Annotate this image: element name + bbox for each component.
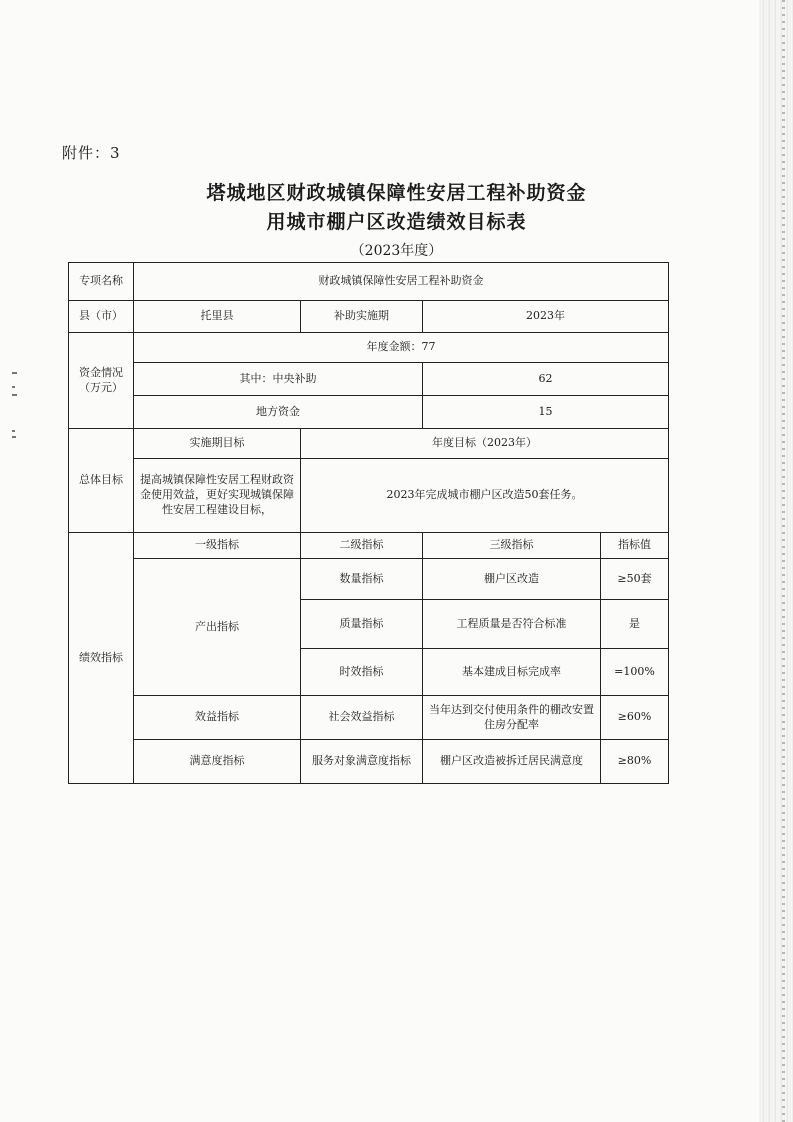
central-funds-label: 其中：中央补助 [134,363,423,396]
performance-indicator-label: 绩效指标 [69,533,134,784]
satisfaction-level1: 满意度指标 [134,740,301,784]
indicator-value: ≥50套 [601,559,669,600]
header-level1: 一级指标 [134,533,301,559]
county-row [69,301,669,333]
benefit-value: ≥60% [601,696,669,740]
indicator-value: =100% [601,649,669,696]
central-funds-row [69,363,669,396]
period-goal-label: 实施期目标 [134,429,301,459]
indicator-level3: 基本建成目标完成率 [423,649,601,696]
satisfaction-level3: 棚户区改造被拆迁居民满意度 [423,740,601,784]
indicator-level3: 工程质量是否符合标准 [423,600,601,649]
document-title-line-2: 用城市棚户区改造绩效目标表 [266,211,527,233]
benefit-level3: 当年达到交付使用条件的棚改安置住房分配率 [423,696,601,740]
document-title-line-1: 塔城地区财政城镇保障性安居工程补助资金 [206,182,587,204]
benefit-level1: 效益指标 [134,696,301,740]
header-level2: 二级指标 [301,533,423,559]
scan-edge-perforation [782,0,785,1122]
annual-amount-row [69,333,669,363]
performance-target-table [68,262,669,784]
satisfaction-value: ≥80% [601,740,669,784]
attachment-label: 附件：3 [62,144,121,162]
output-indicator-label: 产出指标 [134,559,301,696]
scan-edge-noise [759,0,793,1122]
header-value: 指标值 [601,533,669,559]
satisfaction-indicator-row [69,740,669,784]
indicator-level2: 质量指标 [301,600,423,649]
benefit-level2: 社会效益指标 [301,696,423,740]
year-label: （2023年度） [350,243,443,259]
indicator-value: 是 [601,600,669,649]
satisfaction-level2: 服务对象满意度指标 [301,740,423,784]
annual-amount: 年度金额：77 [134,333,669,363]
period-label: 补助实施期 [301,301,423,333]
local-funds-value: 15 [423,396,669,429]
benefit-indicator-row [69,696,669,740]
project-name-value: 财政城镇保障性安居工程补助资金 [134,263,669,301]
header-level3: 三级指标 [423,533,601,559]
goal-content-row [69,459,669,533]
local-funds-label: 地方资金 [134,396,423,429]
project-name-row [69,263,669,301]
county-label: 县（市） [69,301,134,333]
period-goal-text: 提高城镇保障性安居工程财政资金使用效益，更好实现城镇保障性安居工程建设目标， [134,459,301,533]
indicator-level2: 时效指标 [301,649,423,696]
goal-header-row [69,429,669,459]
period-value: 2023年 [423,301,669,333]
indicator-level2: 数量指标 [301,559,423,600]
overall-goal-label: 总体目标 [69,429,134,533]
county-value: 托里县 [134,301,301,333]
indicator-level3: 棚户区改造 [423,559,601,600]
annual-goal-label: 年度目标（2023年） [301,429,669,459]
scan-margin-marks [12,372,22,442]
funds-label: 资金情况（万元） [69,333,134,429]
indicator-row [69,559,669,600]
central-funds-value: 62 [423,363,669,396]
indicator-header-row [69,533,669,559]
annual-goal-text: 2023年完成城市棚户区改造50套任务。 [301,459,669,533]
project-name-label: 专项名称 [69,263,134,301]
local-funds-row [69,396,669,429]
